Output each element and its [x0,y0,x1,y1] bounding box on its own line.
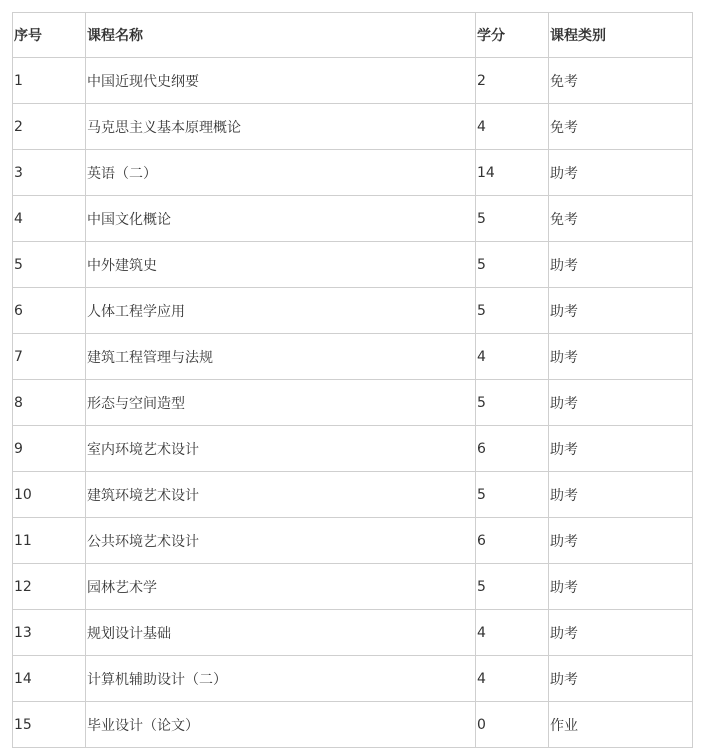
table-row [13,610,693,656]
cell-credit: 5 [476,564,549,610]
cell-credit: 6 [476,426,549,472]
cell-course-name: 公共环境艺术设计 [86,518,476,564]
cell-credit: 5 [476,472,549,518]
table-row [13,472,693,518]
table-row [13,426,693,472]
table-row [13,58,693,104]
cell-no: 7 [13,334,86,380]
cell-course-name: 计算机辅助设计（二） [86,656,476,702]
table-row [13,334,693,380]
cell-course-name: 形态与空间造型 [86,380,476,426]
cell-course-name: 马克思主义基本原理概论 [86,104,476,150]
cell-course-type: 助考 [549,380,693,426]
cell-course-type: 助考 [549,242,693,288]
cell-no: 6 [13,288,86,334]
table-row [13,104,693,150]
cell-no: 5 [13,242,86,288]
cell-no: 4 [13,196,86,242]
cell-course-type: 助考 [549,518,693,564]
cell-course-name: 人体工程学应用 [86,288,476,334]
cell-course-type: 助考 [549,150,693,196]
cell-credit: 4 [476,104,549,150]
cell-course-name: 园林艺术学 [86,564,476,610]
cell-course-type: 助考 [549,334,693,380]
cell-no: 2 [13,104,86,150]
cell-course-type: 免考 [549,196,693,242]
cell-course-type: 助考 [549,564,693,610]
cell-course-name: 规划设计基础 [86,610,476,656]
cell-no: 13 [13,610,86,656]
cell-no: 1 [13,58,86,104]
table-row [13,380,693,426]
header-course-name: 课程名称 [86,13,476,58]
cell-credit: 4 [476,610,549,656]
cell-course-type: 助考 [549,472,693,518]
cell-course-type: 助考 [549,610,693,656]
table-body [13,58,693,748]
cell-course-name: 中国文化概论 [86,196,476,242]
cell-course-type: 免考 [549,58,693,104]
cell-credit: 4 [476,334,549,380]
cell-credit: 5 [476,242,549,288]
cell-credit: 14 [476,150,549,196]
table-row [13,564,693,610]
table-row [13,656,693,702]
table-header [13,13,693,58]
table-row [13,242,693,288]
header-credit: 学分 [476,13,549,58]
cell-credit: 5 [476,196,549,242]
cell-course-name: 建筑环境艺术设计 [86,472,476,518]
cell-credit: 6 [476,518,549,564]
cell-credit: 2 [476,58,549,104]
cell-course-type: 免考 [549,104,693,150]
cell-no: 9 [13,426,86,472]
cell-no: 11 [13,518,86,564]
cell-no: 3 [13,150,86,196]
cell-no: 10 [13,472,86,518]
cell-course-type: 助考 [549,426,693,472]
cell-course-name: 中国近现代史纲要 [86,58,476,104]
cell-credit: 0 [476,702,549,748]
table-row [13,196,693,242]
table-row [13,702,693,748]
cell-no: 8 [13,380,86,426]
cell-course-name: 建筑工程管理与法规 [86,334,476,380]
table-row [13,518,693,564]
cell-credit: 4 [476,656,549,702]
header-no: 序号 [13,13,86,58]
table-row [13,288,693,334]
cell-no: 15 [13,702,86,748]
cell-course-type: 作业 [549,702,693,748]
header-course-type: 课程类别 [549,13,693,58]
cell-course-name: 毕业设计（论文） [86,702,476,748]
cell-course-name: 中外建筑史 [86,242,476,288]
cell-credit: 5 [476,288,549,334]
cell-no: 12 [13,564,86,610]
cell-no: 14 [13,656,86,702]
header-row [13,13,693,58]
table-row [13,150,693,196]
cell-credit: 5 [476,380,549,426]
cell-course-name: 室内环境艺术设计 [86,426,476,472]
course-table [12,12,693,748]
cell-course-name: 英语（二） [86,150,476,196]
cell-course-type: 助考 [549,288,693,334]
cell-course-type: 助考 [549,656,693,702]
